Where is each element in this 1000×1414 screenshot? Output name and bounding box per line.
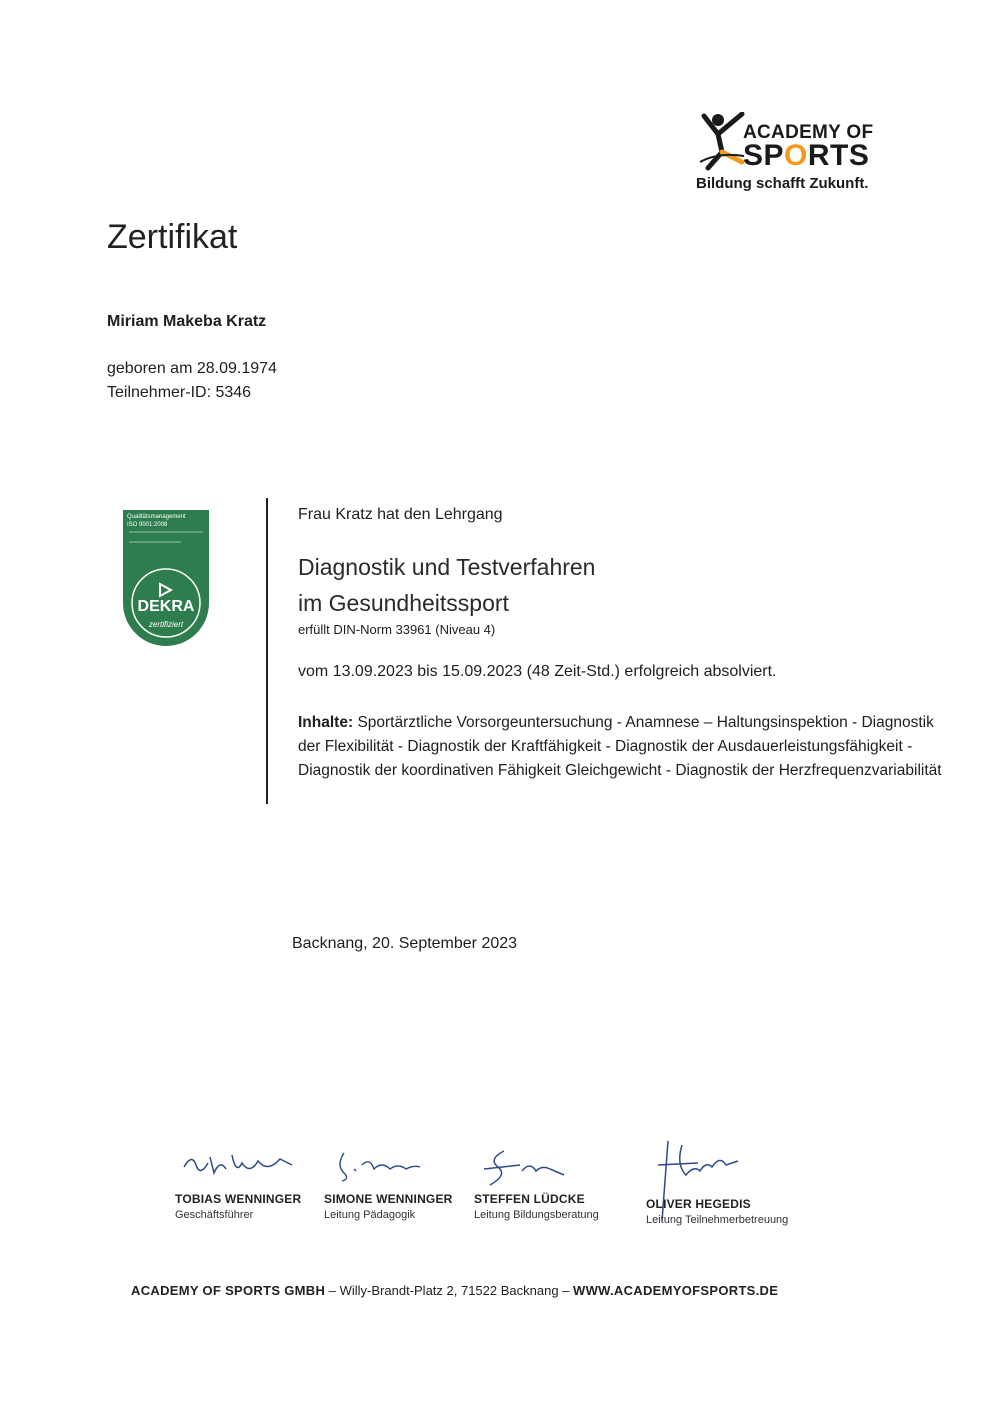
- signatory-role-1: Geschäftsführer: [175, 1209, 254, 1221]
- footer-website: WWW.ACADEMYOFSPORTS.DE: [573, 1283, 779, 1298]
- signatory-role-4: Leitung Teilnehmerbetreuung: [646, 1214, 789, 1226]
- signatory-name-3: STEFFEN LÜDCKE: [474, 1192, 585, 1206]
- signatory-role-3: Leitung Bildungsberatung: [474, 1209, 599, 1221]
- signature-3: [480, 1145, 580, 1189]
- course-name-line1: Diagnostik und Testverfahren: [298, 554, 596, 580]
- athlete-icon: [698, 112, 746, 174]
- place-date: Backnang, 20. September 2023: [292, 935, 518, 952]
- footer: [131, 1283, 778, 1298]
- signature-2: [330, 1145, 430, 1185]
- signatory-name-4: OLIVER HEGEDIS: [646, 1197, 751, 1211]
- course-intro: Frau Kratz hat den Lehrgang: [298, 506, 503, 523]
- signatory-name-2: SIMONE WENNINGER: [324, 1192, 453, 1206]
- logo-tagline: Bildung schafft Zukunft.: [696, 175, 869, 192]
- contents-label: Inhalte:: [298, 714, 354, 731]
- academy-of-sports-logo: [696, 112, 886, 197]
- contents-text: Sportärztliche Vorsorgeuntersuchung - Anamnese – Haltungsinspektion - Diagnostik der Flexibilität - Diagnostik der Kraftfähigkeit - Diagnostik der Ausdauerleistungsfähigkeit - Diagnostik der koordinativen Fähigkeit Gleichgewicht - Diagnostik der Herzfrequenzvariabilität: [298, 714, 942, 779]
- course-norm: erfüllt DIN-Norm 33961 (Niveau 4): [298, 622, 496, 637]
- birth-date: geboren am 28.09.1974: [107, 360, 277, 377]
- badge-line1: Qualitätsmanagement: [127, 514, 186, 520]
- logo-line2: SPORTS: [743, 139, 870, 172]
- dekra-certified-badge: [121, 508, 211, 648]
- badge-line2: ISO 9001:2008: [127, 522, 168, 528]
- signatory-role-2: Leitung Pädagogik: [324, 1209, 416, 1221]
- signatory-name-1: TOBIAS WENNINGER: [175, 1192, 302, 1206]
- course-name-line2: im Gesundheitssport: [298, 590, 509, 616]
- logo-line1: ACADEMY OF: [743, 122, 874, 143]
- course-contents: [298, 711, 948, 783]
- divider-line: [266, 498, 268, 804]
- recipient-name: Miriam Makeba Kratz: [107, 313, 267, 330]
- footer-company: ACADEMY OF SPORTS GMBH: [131, 1283, 326, 1298]
- footer-address: – Willy-Brandt-Platz 2, 71522 Backnang –: [325, 1283, 574, 1298]
- badge-sub: zertifiziert: [148, 620, 184, 629]
- signature-4: [648, 1135, 748, 1225]
- participant-id: Teilnehmer-ID: 5346: [107, 384, 252, 401]
- badge-label: DEKRA: [137, 598, 195, 615]
- course-period: vom 13.09.2023 bis 15.09.2023 (48 Zeit-Std.) erfolgreich absolviert.: [298, 663, 777, 680]
- page-title: Zertifikat: [107, 218, 238, 256]
- signature-1: [180, 1145, 300, 1185]
